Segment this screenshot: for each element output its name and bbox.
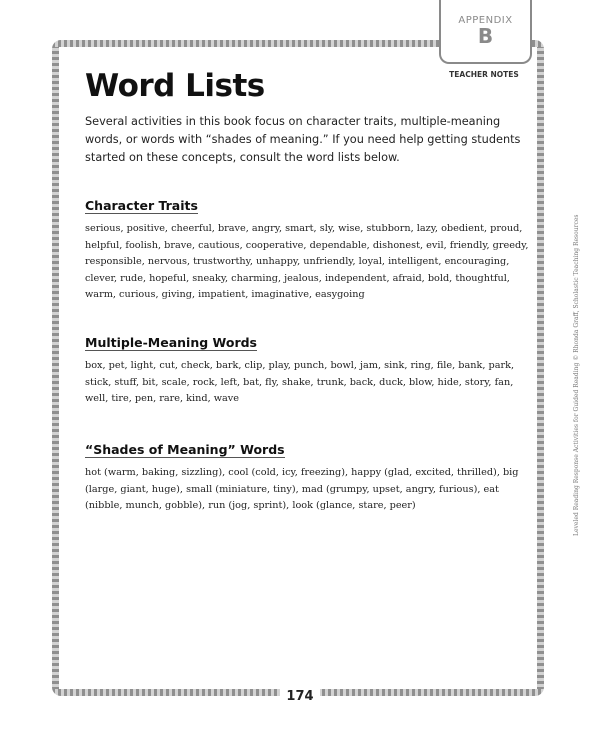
page-title: Word Lists <box>85 68 265 104</box>
appendix-label: APPENDIX <box>458 15 513 26</box>
section-heading: Multiple-Meaning Words <box>85 335 257 350</box>
section-body: box, pet, light, cut, check, bark, clip, play, punch, bowl, jam, sink, ring, file, bank, park, stick, stuff, bit, scale, rock, left, bat, fly, shake, trunk, back, duck, blow, hide, story, fan, well, tire, pen, rare, kind, wave <box>85 360 515 404</box>
side-credit: Leveled Reading Response Activities for Guided Reading © Rhonda Graff, Scholastic Teaching Resources <box>573 214 580 536</box>
section-heading: Character Traits <box>85 198 198 213</box>
appendix-letter: B <box>477 24 494 48</box>
page-number: 174 <box>280 688 320 706</box>
section-heading: “Shades of Meaning” Words <box>85 442 285 457</box>
section-body: hot (warm, baking, sizzling), cool (cold, icy, freezing), happy (glad, excited, thrilled), big (large, giant, huge), small (miniature, tiny), mad (grumpy, upset, angry, furious), eat (nibble, munch, gobble), run (jog, sprint), look (glance, stare, peer) <box>85 467 519 511</box>
teacher-notes-label: TEACHER NOTES <box>446 70 522 80</box>
section-body: serious, positive, cheerful, brave, angry, smart, sly, wise, stubborn, lazy, obedient, proud, helpful, foolish, brave, cautious, cooperative, dependable, dishonest, evil, friendly, greedy, responsible, nervous, trustworthy, unhappy, unfriendly, loyal, intelligent, encouraging, clever, rude, hopeful, sneaky, charming, jealous, independent, afraid, bold, thoughtful, warm, curious, giving, impatient, imaginative, easygoing <box>85 223 529 300</box>
appendix-tab <box>439 0 532 64</box>
section-character-traits <box>85 195 530 304</box>
intro-paragraph: Several activities in this book focus on character traits, multiple-meaning words, or words with “shades of meaning.” If you need help getting students started on these concepts, consult the word lists below. <box>85 115 521 164</box>
section-multiple-meaning-words <box>85 332 530 408</box>
section-shades-of-meaning <box>85 439 530 515</box>
